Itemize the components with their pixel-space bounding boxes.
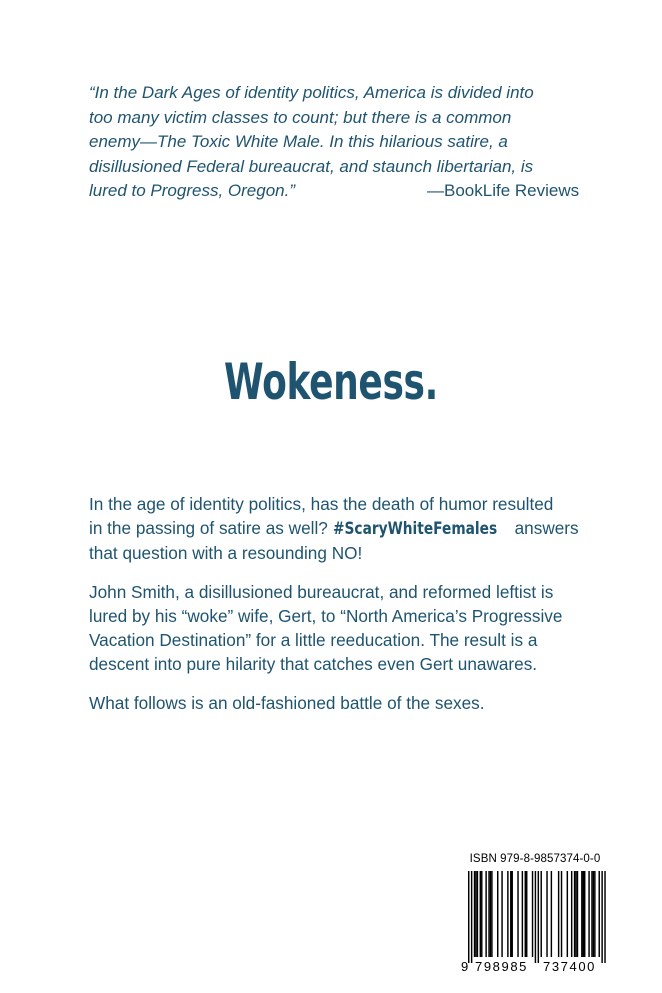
review-line: disillusioned Federal bureaucrat, and staunch libertarian, is [89, 156, 534, 176]
paragraph-line: John Smith, a disillusioned bureaucrat, and reformed leftist is [89, 582, 554, 602]
barcode-digits-left: 798985 [475, 959, 528, 974]
paragraph-line: that question with a resounding NO! [89, 543, 363, 563]
review-line: “In the Dark Ages of identity politics, America is divided into [89, 83, 534, 102]
paragraph-text: answers [509, 518, 579, 538]
barcode-bars [459, 871, 611, 963]
barcode-bar [538, 871, 539, 963]
barcode-bar [558, 871, 559, 957]
barcode-bar [546, 871, 547, 957]
barcode-bar [488, 871, 489, 957]
review-line: enemy—The Toxic White Male. In this hilarious satire, a [89, 132, 508, 151]
barcode-bar [517, 871, 518, 957]
barcode-bar [551, 871, 552, 957]
paragraph-line: What follows is an old-fashioned battle of the sexes. [89, 693, 485, 713]
barcode-bar [485, 871, 486, 957]
barcode-bar [510, 871, 511, 957]
paragraph-line: Vacation Destination” for a little reeducation. The result is a [89, 630, 538, 650]
barcode-bar [512, 871, 513, 957]
barcode-bar [575, 871, 576, 957]
barcode-bar [601, 871, 602, 963]
barcode-bar [535, 871, 536, 963]
barcode-digit-first: 9 [461, 959, 469, 974]
paragraph-line [89, 516, 609, 541]
barcode-bar [604, 871, 605, 963]
barcode-bar [477, 871, 478, 957]
barcode-bar [480, 871, 481, 957]
headline: Wokeness. [224, 353, 438, 411]
review-line [89, 179, 589, 204]
description-paragraph [89, 580, 609, 676]
review-attribution: —BookLife Reviews [427, 181, 580, 200]
barcode-bar [501, 871, 502, 957]
isbn-label: ISBN 979-8-9857374-0-0 [469, 853, 601, 865]
barcode-bar [588, 871, 589, 957]
barcode-bar [497, 871, 498, 957]
barcode-bar [541, 871, 542, 957]
barcode-bar [583, 871, 584, 957]
review-line: too many victim classes to count; but there is a common [89, 107, 512, 127]
barcode-bar [474, 871, 475, 957]
barcode-bar [577, 871, 578, 957]
paragraph-text: in the passing of satire as well? [89, 518, 333, 538]
barcode-bar [468, 871, 469, 963]
paragraph-line: lured by his “woke” wife, Gert, to “North America’s Progressive [89, 606, 563, 626]
barcode-bar [490, 871, 491, 957]
barcode-bar [561, 871, 562, 957]
description-paragraph [89, 492, 609, 565]
review-quote [89, 81, 589, 204]
barcode-bar [532, 871, 533, 957]
barcode-bar [522, 871, 523, 957]
barcode-bar [475, 871, 476, 957]
hashtag: #ScaryWhiteFemales [332, 519, 497, 539]
barcode-digits-right: 737400 [543, 959, 596, 974]
barcode-bar [594, 871, 595, 957]
barcode-bar [525, 871, 526, 957]
barcode-bar [567, 871, 568, 957]
barcode-bar [584, 871, 585, 957]
barcode-bar [507, 871, 508, 957]
barcode-bar [591, 871, 592, 957]
review-line-text: lured to Progress, Oregon.” [89, 181, 295, 200]
barcode-bar [574, 871, 575, 957]
barcode-bar [581, 871, 582, 957]
barcode-bar [599, 871, 600, 957]
description-paragraph [89, 691, 609, 715]
barcode-bar [593, 871, 594, 957]
barcode-bar [571, 871, 572, 957]
paragraph-line: descent into pure hilarity that catches even Gert unawares. [89, 654, 538, 674]
isbn-barcode [459, 853, 611, 979]
barcode-bar [491, 871, 492, 957]
barcode-bar [526, 871, 527, 957]
paragraph-line: In the age of identity politics, has the death of humor resulted [89, 494, 554, 514]
barcode-bar [481, 871, 482, 957]
description [89, 492, 609, 730]
barcode-bar [471, 871, 472, 963]
